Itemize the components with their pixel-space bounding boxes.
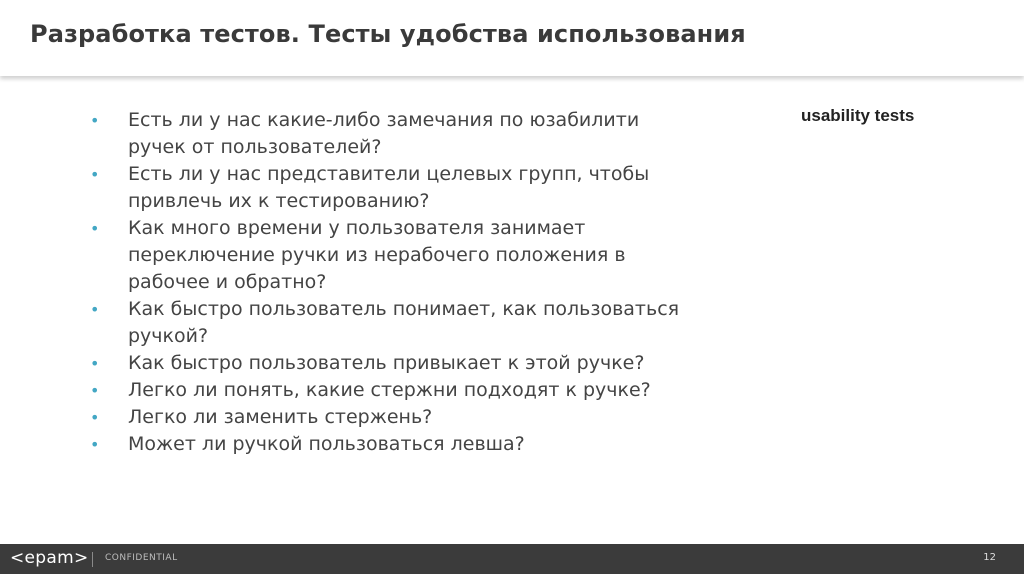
bullet-icon: • xyxy=(90,219,100,238)
bullet-icon: • xyxy=(90,435,100,454)
bullet-list xyxy=(90,107,690,458)
bullet-text: Легко ли понять, какие стержни подходят к ручке? xyxy=(128,379,651,401)
bullet-icon: • xyxy=(90,300,100,319)
bullet-text: Как много времени у пользователя занимает переключение ручки из нерабочего положения в рабочее и обратно? xyxy=(128,217,626,293)
list-item xyxy=(90,350,690,377)
slide-title: Разработка тестов. Тесты удобства использования xyxy=(30,20,746,48)
footer-divider xyxy=(92,552,93,567)
bullet-icon: • xyxy=(90,408,100,427)
epam-logo: <epam> xyxy=(10,548,89,568)
list-item xyxy=(90,296,690,350)
bullet-icon: • xyxy=(90,381,100,400)
list-item xyxy=(90,377,690,404)
bullet-text: Может ли ручкой пользоваться левша? xyxy=(128,433,525,455)
bullet-text: Как быстро пользователь понимает, как пользоваться ручкой? xyxy=(128,298,680,347)
bullet-icon: • xyxy=(90,165,100,184)
list-item xyxy=(90,215,690,296)
confidential-label: CONFIDENTIAL xyxy=(105,553,178,563)
list-item xyxy=(90,404,690,431)
bullet-text: Как быстро пользователь привыкает к этой ручке? xyxy=(128,352,645,374)
bullet-text: Есть ли у нас представители целевых групп, чтобы привлечь их к тестированию? xyxy=(128,163,650,212)
slide-header xyxy=(0,0,1024,76)
page-number: 12 xyxy=(983,552,996,563)
bullet-icon: • xyxy=(90,354,100,373)
bullet-icon: • xyxy=(90,111,100,130)
list-item xyxy=(90,431,690,458)
list-item xyxy=(90,107,690,161)
slide-footer xyxy=(0,544,1024,574)
bullet-text: Есть ли у нас какие-либо замечания по юзабилити ручек от пользователей? xyxy=(128,109,640,158)
bullet-text: Легко ли заменить стержень? xyxy=(128,406,433,428)
list-item xyxy=(90,161,690,215)
side-note: usability tests xyxy=(801,106,915,125)
